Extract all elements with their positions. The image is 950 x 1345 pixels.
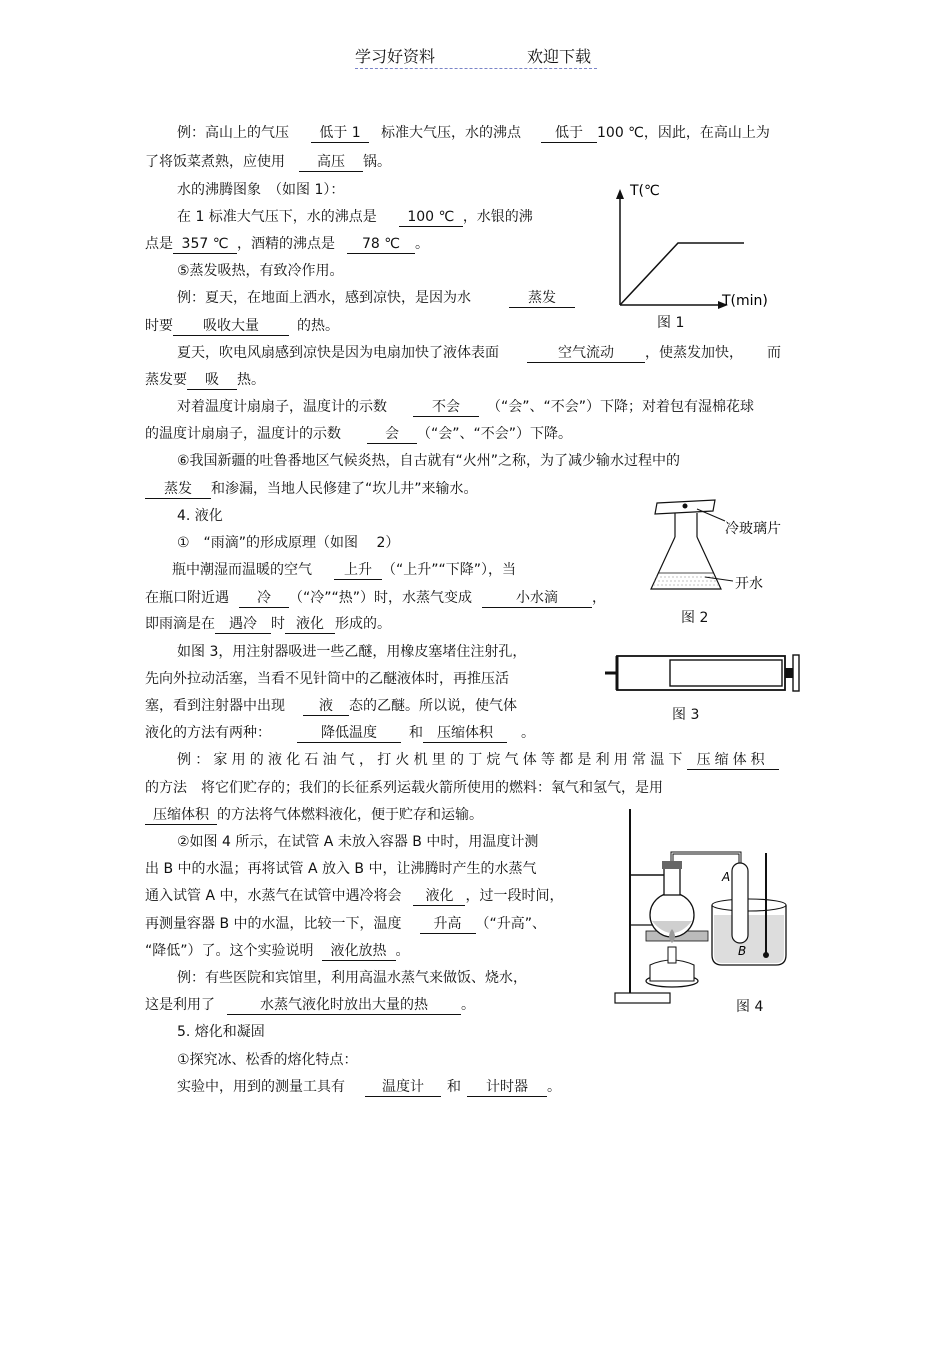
line-01: 例：高山上的气压 低于 1 标准大气压，水的沸点 低于 100 ℃，因此，在高山上为 [177,125,770,141]
blank: 液 [303,697,349,716]
line-05: 点是 357 ℃ ，酒精的沸点是 78 ℃ 。 [145,236,429,252]
blank: 吸收大量 [173,317,289,336]
blank: 上升 [334,561,382,580]
blank: 不会 [413,398,479,417]
line-02: 了将饭菜煮熟，应使用 高压 锅。 [145,154,391,170]
header-left: 学习好资料 [355,47,436,66]
blank: 升高 [420,915,476,934]
figure-1-graph [610,175,780,335]
blank: 低于 [541,124,597,143]
blank: 会 [367,425,417,444]
header-right: 欢迎下载 [526,47,591,66]
fig2-label-water: 开水 [735,576,763,592]
line-31: “降低”）了。这个实验说明 液化放热 。 [145,943,410,959]
blank: 温度计 [365,1078,441,1097]
figure-3-syringe [605,650,805,700]
line-14: 蒸发 和渗漏，当地人民修建了“坎儿井”来输水。 [145,479,478,499]
blank: 357 ℃ [173,235,237,254]
blank: 78 ℃ [347,235,415,254]
line-23: 液化的方法有两种： 降低温度 和 压缩体积 。 [145,725,535,741]
figure-2-flask [645,495,805,605]
blank: 蒸发 [509,289,575,308]
line-19: 即雨滴是在 遇冷 时 液化 形成的。 [145,616,391,632]
fig1-xlabel: T(min) [722,293,768,309]
line-26: 压缩体积 的方法将气体燃料液化，便于贮存和运输。 [145,805,483,825]
line-24: 例：家用的液化石油气，打火机里的丁烷气体等都是利用常温下 压缩体积 [177,750,779,770]
blank: 液化放热 [322,942,396,961]
blank: 100 ℃ [399,208,463,227]
line-27: ②如图 4 所示，在试管 A 未放入容器 B 中时，用温度计测 [177,834,539,850]
blank: 吸 [187,371,237,390]
line-33: 这是利用了 水蒸气液化时放出大量的热 。 [145,997,475,1013]
fig1-caption: 图 1 [657,315,685,331]
line-15: 4. 液化 [177,508,223,524]
line-12: 的温度计扇扇子，温度计的示数 会 （“会”、“不会”）下降。 [145,426,573,442]
line-30: 再测量容器 B 中的水温，比较一下，温度 升高 （“升高”、 [145,916,547,932]
line-21: 先向外拉动活塞，当看不见针筒中的乙醚液体时，再推压活 [145,671,509,687]
line-06: ⑤蒸发吸热，有致冷作用。 [177,263,344,279]
line-36: 实验中，用到的测量工具有 温度计 和 计时器 。 [177,1079,561,1095]
fig2-caption: 图 2 [681,610,709,626]
blank: 计时器 [467,1078,547,1097]
blank: 液化 [285,615,335,634]
line-08: 时要 吸收大量 的热。 [145,318,339,334]
fig2-label-glass: 冷玻璃片 [725,521,781,537]
line-34: 5. 熔化和凝固 [177,1024,265,1040]
line-16: ① “雨滴”的形成原理（如图 2） [177,535,400,551]
line-04: 在 1 标准大气压下，水的沸点是 100 ℃ ，水银的沸 [177,209,533,225]
blank: 遇冷 [215,615,271,634]
blank: 水蒸气液化时放出大量的热 [227,996,461,1015]
fig4-label-b: B [738,944,747,958]
line-20: 如图 3，用注射器吸进一些乙醚，用橡皮塞堵住注射孔， [177,644,527,660]
figure-4-apparatus [610,805,800,1015]
line-32: 例：有些医院和宾馆里，利用高温水蒸气来做饭、烧水， [177,970,527,986]
fig4-caption: 图 4 [736,999,764,1015]
fig1-ylabel: T(℃ [630,183,660,199]
blank: 空气流动 [527,344,645,363]
line-07: 例：夏天，在地面上洒水，感到凉快，是因为水 蒸发 [177,288,575,308]
blank: 小水滴 [482,589,592,608]
fig3-caption: 图 3 [672,707,700,723]
page-header [355,44,597,69]
blank: 高压 [299,153,363,172]
line-03: 水的沸腾图象 （如图 1）： [177,182,345,198]
line-29: 通入试管 A 中，水蒸气在试管中遇冷将会 液化 ，过一段时间， [145,888,564,904]
line-10: 蒸发要 吸 热。 [145,372,265,388]
blank: 冷 [239,589,289,608]
line-17: 瓶中潮湿而温暖的空气 上升 （“上升”“下降”），当 [172,562,517,578]
line-13: ⑥我国新疆的吐鲁番地区气候炎热，自古就有“火州”之称，为了减少输水过程中的 [177,453,681,469]
line-09: 夏天，吹电风扇感到凉快是因为电扇加快了液体表面 空气流动 ，使蒸发加快， 而 [177,345,781,361]
blank: 液化 [413,887,465,906]
blank: 压缩体积 [423,724,507,743]
blank: 压缩体积 [145,806,217,825]
line-35: ①探究冰、松香的熔化特点： [177,1052,358,1068]
line-22: 塞，看到注射器中出现 液 态的乙醚。所以说，使气体 [145,698,517,714]
line-25: 的方法 将它们贮存的；我们的长征系列运载火箭所使用的燃料：氧气和氢气，是用 [145,780,663,796]
blank: 压缩体积 [687,751,779,770]
fig4-label-a: A [722,870,731,884]
line-28: 出 B 中的水温；再将试管 A 放入 B 中，让沸腾时产生的水蒸气 [145,861,537,877]
blank: 降低温度 [297,724,401,743]
blank: 蒸发 [145,480,211,499]
line-11: 对着温度计扇扇子，温度计的示数 不会 （“会”、“不会”）下降；对着包有湿棉花球 [177,399,755,415]
blank: 低于 1 [311,124,369,143]
line-18: 在瓶口附近遇 冷 （“冷”“热”）时，水蒸气变成 小水滴 ， [145,590,607,606]
